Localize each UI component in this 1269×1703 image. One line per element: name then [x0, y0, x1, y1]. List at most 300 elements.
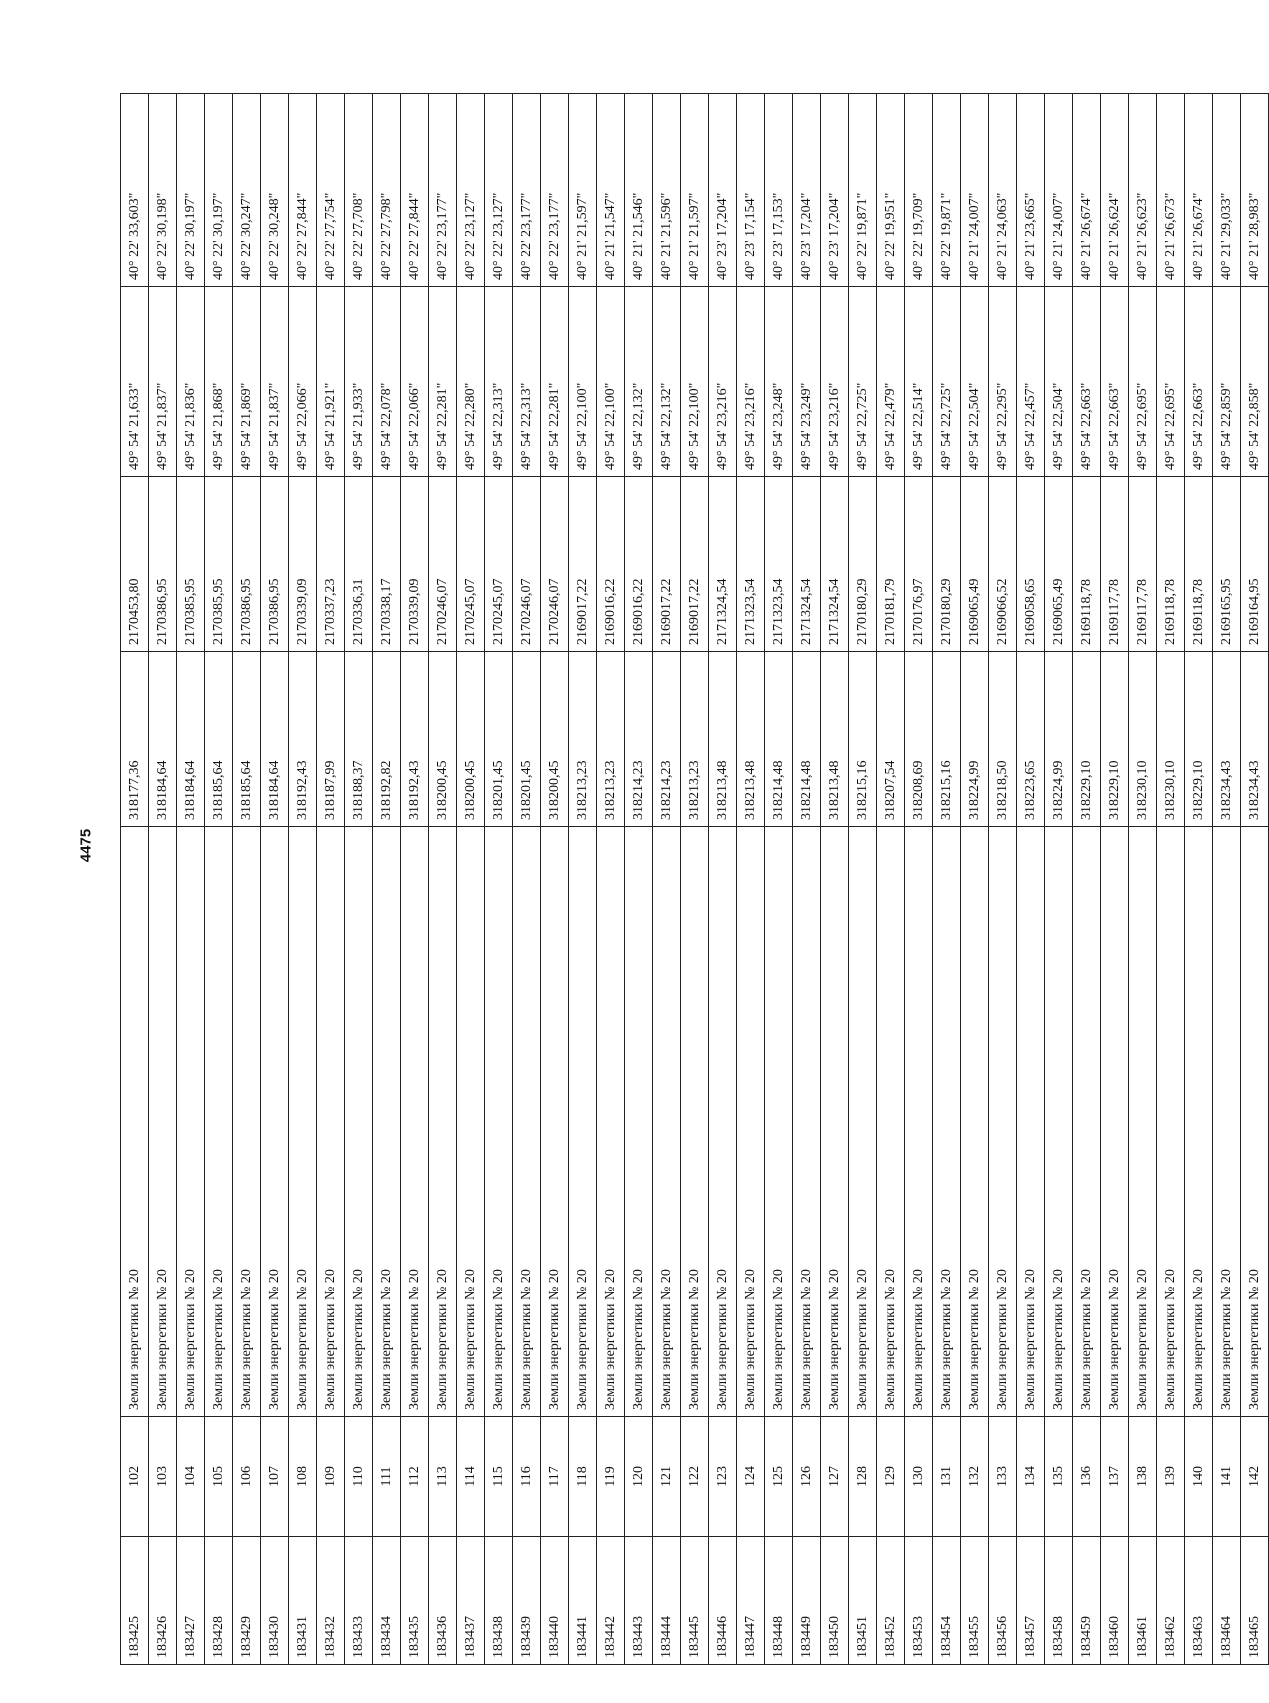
- coordinates-table: [120, 93, 1269, 1665]
- cell-x-coordinate: 318192,82: [373, 652, 401, 827]
- cell-land-category: Земли энергетики № 20: [1017, 827, 1045, 1417]
- cell-y-coordinate: 2171324,54: [709, 477, 737, 652]
- cell-land-category: Земли энергетики № 20: [345, 827, 373, 1417]
- cell-x-coordinate: 318201,45: [485, 652, 513, 827]
- cell-record-id: 183451: [849, 1537, 877, 1665]
- table-row: [345, 94, 373, 1665]
- cell-record-id: 183457: [1017, 1537, 1045, 1665]
- cell-y-coordinate: 2169118,78: [1157, 477, 1185, 652]
- cell-point-number: 128: [849, 1417, 877, 1537]
- cell-longitude: 40° 22' 30,197": [177, 94, 205, 287]
- cell-longitude: 40° 21' 21,597": [569, 94, 597, 287]
- cell-x-coordinate: 318229,10: [1101, 652, 1129, 827]
- page-number: 4475: [77, 828, 95, 863]
- cell-x-coordinate: 318230,10: [1129, 652, 1157, 827]
- table-row: [569, 94, 597, 1665]
- table-row: [933, 94, 961, 1665]
- cell-point-number: 125: [765, 1417, 793, 1537]
- cell-record-id: 183434: [373, 1537, 401, 1665]
- table-row: [681, 94, 709, 1665]
- table-row: [653, 94, 681, 1665]
- cell-latitude: 49° 54' 23,248": [765, 287, 793, 477]
- cell-y-coordinate: 2169164,95: [1241, 477, 1269, 652]
- table-row: [289, 94, 317, 1665]
- cell-record-id: 183461: [1129, 1537, 1157, 1665]
- cell-latitude: 49° 54' 22,281": [429, 287, 457, 477]
- cell-longitude: 40° 22' 27,754": [317, 94, 345, 287]
- cell-longitude: 40° 21' 28,983": [1241, 94, 1269, 287]
- cell-latitude: 49° 54' 22,313": [513, 287, 541, 477]
- cell-record-id: 183438: [485, 1537, 513, 1665]
- cell-y-coordinate: 2169016,22: [625, 477, 653, 652]
- cell-y-coordinate: 2170386,95: [149, 477, 177, 652]
- cell-point-number: 108: [289, 1417, 317, 1537]
- cell-longitude: 40° 23' 17,204": [821, 94, 849, 287]
- cell-record-id: 183441: [569, 1537, 597, 1665]
- cell-x-coordinate: 318214,48: [793, 652, 821, 827]
- table-row: [177, 94, 205, 1665]
- table-row: [205, 94, 233, 1665]
- cell-longitude: 40° 23' 17,204": [709, 94, 737, 287]
- cell-longitude: 40° 21' 26,673": [1157, 94, 1185, 287]
- cell-land-category: Земли энергетики № 20: [1045, 827, 1073, 1417]
- cell-longitude: 40° 21' 24,007": [1045, 94, 1073, 287]
- cell-longitude: 40° 22' 27,708": [345, 94, 373, 287]
- cell-land-category: Земли энергетики № 20: [849, 827, 877, 1417]
- cell-y-coordinate: 2170246,07: [541, 477, 569, 652]
- table-row: [1213, 94, 1241, 1665]
- cell-land-category: Земли энергетики № 20: [1185, 827, 1213, 1417]
- cell-longitude: 40° 22' 23,177": [541, 94, 569, 287]
- cell-record-id: 183463: [1185, 1537, 1213, 1665]
- cell-y-coordinate: 2169058,65: [1017, 477, 1045, 652]
- cell-land-category: Земли энергетики № 20: [289, 827, 317, 1417]
- cell-point-number: 109: [317, 1417, 345, 1537]
- table-row: [737, 94, 765, 1665]
- cell-land-category: Земли энергетики № 20: [205, 827, 233, 1417]
- cell-land-category: Земли энергетики № 20: [121, 827, 149, 1417]
- table-row: [401, 94, 429, 1665]
- cell-record-id: 183447: [737, 1537, 765, 1665]
- cell-latitude: 49° 54' 23,216": [737, 287, 765, 477]
- cell-x-coordinate: 318223,65: [1017, 652, 1045, 827]
- cell-longitude: 40° 21' 23,665": [1017, 94, 1045, 287]
- cell-longitude: 40° 22' 27,798": [373, 94, 401, 287]
- cell-latitude: 49° 54' 22,066": [401, 287, 429, 477]
- table-row: [961, 94, 989, 1665]
- cell-land-category: Земли энергетики № 20: [1213, 827, 1241, 1417]
- table-row: [541, 94, 569, 1665]
- cell-land-category: Земли энергетики № 20: [513, 827, 541, 1417]
- cell-y-coordinate: 2170453,80: [121, 477, 149, 652]
- cell-point-number: 118: [569, 1417, 597, 1537]
- cell-point-number: 117: [541, 1417, 569, 1537]
- cell-x-coordinate: 318185,64: [205, 652, 233, 827]
- cell-land-category: Земли энергетики № 20: [1241, 827, 1269, 1417]
- cell-longitude: 40° 23' 17,204": [793, 94, 821, 287]
- cell-point-number: 142: [1241, 1417, 1269, 1537]
- cell-latitude: 49° 54' 21,868": [205, 287, 233, 477]
- cell-y-coordinate: 2170180,29: [849, 477, 877, 652]
- table-row: [233, 94, 261, 1665]
- table-row: [1045, 94, 1073, 1665]
- table-row: [877, 94, 905, 1665]
- cell-land-category: Земли энергетики № 20: [1073, 827, 1101, 1417]
- cell-longitude: 40° 22' 30,248": [261, 94, 289, 287]
- cell-y-coordinate: 2169118,78: [1073, 477, 1101, 652]
- cell-latitude: 49° 54' 22,132": [653, 287, 681, 477]
- cell-land-category: Земли энергетики № 20: [401, 827, 429, 1417]
- cell-y-coordinate: 2170339,09: [289, 477, 317, 652]
- cell-x-coordinate: 318207,54: [877, 652, 905, 827]
- cell-x-coordinate: 318215,16: [849, 652, 877, 827]
- cell-longitude: 40° 22' 19,871": [933, 94, 961, 287]
- cell-point-number: 135: [1045, 1417, 1073, 1537]
- cell-x-coordinate: 318213,48: [821, 652, 849, 827]
- cell-x-coordinate: 318184,64: [177, 652, 205, 827]
- cell-x-coordinate: 318229,10: [1073, 652, 1101, 827]
- cell-point-number: 136: [1073, 1417, 1101, 1537]
- cell-point-number: 114: [457, 1417, 485, 1537]
- table-row: [905, 94, 933, 1665]
- cell-record-id: 183439: [513, 1537, 541, 1665]
- cell-point-number: 111: [373, 1417, 401, 1537]
- table-row: [1129, 94, 1157, 1665]
- cell-record-id: 183445: [681, 1537, 709, 1665]
- cell-point-number: 126: [793, 1417, 821, 1537]
- cell-record-id: 183454: [933, 1537, 961, 1665]
- cell-land-category: Земли энергетики № 20: [905, 827, 933, 1417]
- cell-y-coordinate: 2170245,07: [485, 477, 513, 652]
- cell-y-coordinate: 2171324,54: [793, 477, 821, 652]
- cell-record-id: 183464: [1213, 1537, 1241, 1665]
- table-row: [709, 94, 737, 1665]
- cell-record-id: 183436: [429, 1537, 457, 1665]
- cell-y-coordinate: 2169017,22: [569, 477, 597, 652]
- cell-point-number: 102: [121, 1417, 149, 1537]
- cell-record-id: 183444: [653, 1537, 681, 1665]
- cell-latitude: 49° 54' 22,725": [849, 287, 877, 477]
- cell-land-category: Земли энергетики № 20: [569, 827, 597, 1417]
- cell-land-category: Земли энергетики № 20: [261, 827, 289, 1417]
- cell-point-number: 121: [653, 1417, 681, 1537]
- cell-y-coordinate: 2170386,95: [233, 477, 261, 652]
- table-row: [513, 94, 541, 1665]
- table-row: [317, 94, 345, 1665]
- cell-longitude: 40° 22' 19,709": [905, 94, 933, 287]
- cell-longitude: 40° 21' 21,596": [653, 94, 681, 287]
- cell-x-coordinate: 318184,64: [261, 652, 289, 827]
- cell-latitude: 49° 54' 23,249": [793, 287, 821, 477]
- cell-record-id: 183440: [541, 1537, 569, 1665]
- cell-land-category: Земли энергетики № 20: [541, 827, 569, 1417]
- table-row: [261, 94, 289, 1665]
- cell-record-id: 183433: [345, 1537, 373, 1665]
- cell-x-coordinate: 318200,45: [457, 652, 485, 827]
- cell-y-coordinate: 2169065,49: [1045, 477, 1073, 652]
- cell-y-coordinate: 2170245,07: [457, 477, 485, 652]
- cell-record-id: 183458: [1045, 1537, 1073, 1665]
- cell-point-number: 127: [821, 1417, 849, 1537]
- cell-longitude: 40° 23' 17,153": [765, 94, 793, 287]
- cell-land-category: Земли энергетики № 20: [485, 827, 513, 1417]
- cell-point-number: 115: [485, 1417, 513, 1537]
- cell-land-category: Земли энергетики № 20: [1101, 827, 1129, 1417]
- cell-x-coordinate: 318234,43: [1241, 652, 1269, 827]
- table-row: [485, 94, 513, 1665]
- cell-latitude: 49° 54' 22,280": [457, 287, 485, 477]
- cell-record-id: 183446: [709, 1537, 737, 1665]
- cell-x-coordinate: 318213,23: [597, 652, 625, 827]
- table-row: [429, 94, 457, 1665]
- table-row: [149, 94, 177, 1665]
- cell-land-category: Земли энергетики № 20: [653, 827, 681, 1417]
- cell-land-category: Земли энергетики № 20: [989, 827, 1017, 1417]
- cell-x-coordinate: 318213,23: [569, 652, 597, 827]
- table-row: [849, 94, 877, 1665]
- cell-y-coordinate: 2170246,07: [513, 477, 541, 652]
- cell-longitude: 40° 22' 27,844": [401, 94, 429, 287]
- table-row: [625, 94, 653, 1665]
- cell-y-coordinate: 2170337,23: [317, 477, 345, 652]
- cell-land-category: Земли энергетики № 20: [933, 827, 961, 1417]
- cell-land-category: Земли энергетики № 20: [681, 827, 709, 1417]
- cell-longitude: 40° 21' 26,674": [1185, 94, 1213, 287]
- cell-x-coordinate: 318188,37: [345, 652, 373, 827]
- cell-longitude: 40° 21' 24,007": [961, 94, 989, 287]
- table-row: [1017, 94, 1045, 1665]
- cell-record-id: 183442: [597, 1537, 625, 1665]
- cell-x-coordinate: 318214,23: [653, 652, 681, 827]
- cell-point-number: 123: [709, 1417, 737, 1537]
- cell-y-coordinate: 2169017,22: [681, 477, 709, 652]
- cell-point-number: 134: [1017, 1417, 1045, 1537]
- cell-x-coordinate: 318234,43: [1213, 652, 1241, 827]
- cell-land-category: Земли энергетики № 20: [149, 827, 177, 1417]
- cell-record-id: 183456: [989, 1537, 1017, 1665]
- cell-x-coordinate: 318213,48: [709, 652, 737, 827]
- cell-x-coordinate: 318224,99: [961, 652, 989, 827]
- cell-latitude: 49° 54' 22,281": [541, 287, 569, 477]
- cell-record-id: 183430: [261, 1537, 289, 1665]
- cell-y-coordinate: 2169117,78: [1129, 477, 1157, 652]
- cell-land-category: Земли энергетики № 20: [177, 827, 205, 1417]
- cell-point-number: 129: [877, 1417, 905, 1537]
- cell-longitude: 40° 22' 30,197": [205, 94, 233, 287]
- cell-record-id: 183437: [457, 1537, 485, 1665]
- cell-y-coordinate: 2170181,79: [877, 477, 905, 652]
- cell-record-id: 183448: [765, 1537, 793, 1665]
- cell-record-id: 183462: [1157, 1537, 1185, 1665]
- cell-record-id: 183443: [625, 1537, 653, 1665]
- cell-latitude: 49° 54' 22,514": [905, 287, 933, 477]
- cell-y-coordinate: 2170339,09: [401, 477, 429, 652]
- cell-latitude: 49° 54' 22,663": [1101, 287, 1129, 477]
- cell-point-number: 110: [345, 1417, 373, 1537]
- cell-record-id: 183452: [877, 1537, 905, 1665]
- cell-record-id: 183431: [289, 1537, 317, 1665]
- cell-longitude: 40° 23' 17,154": [737, 94, 765, 287]
- cell-point-number: 113: [429, 1417, 457, 1537]
- cell-longitude: 40° 22' 30,247": [233, 94, 261, 287]
- table-body: [121, 94, 1269, 1665]
- cell-y-coordinate: 2169017,22: [653, 477, 681, 652]
- cell-land-category: Земли энергетики № 20: [597, 827, 625, 1417]
- cell-land-category: Земли энергетики № 20: [877, 827, 905, 1417]
- cell-x-coordinate: 318200,45: [541, 652, 569, 827]
- cell-y-coordinate: 2171323,54: [737, 477, 765, 652]
- cell-latitude: 49° 54' 22,504": [1045, 287, 1073, 477]
- cell-point-number: 138: [1129, 1417, 1157, 1537]
- cell-point-number: 141: [1213, 1417, 1241, 1537]
- cell-y-coordinate: 2169165,95: [1213, 477, 1241, 652]
- cell-x-coordinate: 318200,45: [429, 652, 457, 827]
- cell-x-coordinate: 318230,10: [1157, 652, 1185, 827]
- cell-latitude: 49° 54' 22,078": [373, 287, 401, 477]
- cell-y-coordinate: 2171323,54: [765, 477, 793, 652]
- table-row: [373, 94, 401, 1665]
- cell-longitude: 40° 22' 23,127": [485, 94, 513, 287]
- cell-record-id: 183449: [793, 1537, 821, 1665]
- cell-point-number: 106: [233, 1417, 261, 1537]
- cell-longitude: 40° 22' 30,198": [149, 94, 177, 287]
- cell-latitude: 49° 54' 22,504": [961, 287, 989, 477]
- cell-point-number: 140: [1185, 1417, 1213, 1537]
- cell-record-id: 183428: [205, 1537, 233, 1665]
- cell-y-coordinate: 2170180,29: [933, 477, 961, 652]
- cell-point-number: 116: [513, 1417, 541, 1537]
- cell-land-category: Земли энергетики № 20: [821, 827, 849, 1417]
- cell-longitude: 40° 22' 23,177": [513, 94, 541, 287]
- cell-point-number: 130: [905, 1417, 933, 1537]
- cell-latitude: 49° 54' 22,695": [1157, 287, 1185, 477]
- table-row: [821, 94, 849, 1665]
- cell-longitude: 40° 22' 33,603": [121, 94, 149, 287]
- cell-x-coordinate: 318187,99: [317, 652, 345, 827]
- cell-point-number: 131: [933, 1417, 961, 1537]
- cell-y-coordinate: 2170386,95: [261, 477, 289, 652]
- cell-point-number: 120: [625, 1417, 653, 1537]
- cell-record-id: 183425: [121, 1537, 149, 1665]
- cell-latitude: 49° 54' 22,695": [1129, 287, 1157, 477]
- cell-latitude: 49° 54' 22,859": [1213, 287, 1241, 477]
- cell-longitude: 40° 22' 19,871": [849, 94, 877, 287]
- cell-x-coordinate: 318185,64: [233, 652, 261, 827]
- cell-latitude: 49° 54' 21,836": [177, 287, 205, 477]
- cell-land-category: Земли энергетики № 20: [429, 827, 457, 1417]
- cell-point-number: 133: [989, 1417, 1017, 1537]
- cell-y-coordinate: 2170385,95: [205, 477, 233, 652]
- table-row: [121, 94, 149, 1665]
- table-row: [989, 94, 1017, 1665]
- cell-y-coordinate: 2170338,17: [373, 477, 401, 652]
- cell-latitude: 49° 54' 22,100": [569, 287, 597, 477]
- cell-land-category: Земли энергетики № 20: [373, 827, 401, 1417]
- cell-record-id: 183459: [1073, 1537, 1101, 1665]
- cell-point-number: 132: [961, 1417, 989, 1537]
- cell-record-id: 183460: [1101, 1537, 1129, 1665]
- cell-latitude: 49° 54' 22,100": [597, 287, 625, 477]
- cell-latitude: 49° 54' 22,663": [1185, 287, 1213, 477]
- table-row: [1185, 94, 1213, 1665]
- cell-longitude: 40° 21' 29,033": [1213, 94, 1241, 287]
- cell-land-category: Земли энергетики № 20: [1129, 827, 1157, 1417]
- cell-point-number: 112: [401, 1417, 429, 1537]
- cell-x-coordinate: 318214,48: [765, 652, 793, 827]
- cell-y-coordinate: 2170385,95: [177, 477, 205, 652]
- cell-x-coordinate: 318208,69: [905, 652, 933, 827]
- table-row: [1157, 94, 1185, 1665]
- cell-record-id: 183450: [821, 1537, 849, 1665]
- table-row: [457, 94, 485, 1665]
- table-rotation-frame: [120, 94, 1260, 1665]
- cell-land-category: Земли энергетики № 20: [233, 827, 261, 1417]
- cell-land-category: Земли энергетики № 20: [737, 827, 765, 1417]
- cell-latitude: 49° 54' 22,313": [485, 287, 513, 477]
- cell-longitude: 40° 21' 21,547": [597, 94, 625, 287]
- cell-record-id: 183453: [905, 1537, 933, 1665]
- cell-y-coordinate: 2169065,49: [961, 477, 989, 652]
- cell-x-coordinate: 318215,16: [933, 652, 961, 827]
- cell-point-number: 122: [681, 1417, 709, 1537]
- cell-record-id: 183455: [961, 1537, 989, 1665]
- cell-x-coordinate: 318213,48: [737, 652, 765, 827]
- table-row: [793, 94, 821, 1665]
- cell-latitude: 49° 54' 21,869": [233, 287, 261, 477]
- cell-x-coordinate: 318192,43: [289, 652, 317, 827]
- cell-longitude: 40° 22' 27,844": [289, 94, 317, 287]
- cell-y-coordinate: 2170336,31: [345, 477, 373, 652]
- cell-latitude: 49° 54' 22,295": [989, 287, 1017, 477]
- cell-y-coordinate: 2169066,52: [989, 477, 1017, 652]
- cell-latitude: 49° 54' 23,216": [709, 287, 737, 477]
- cell-latitude: 49° 54' 22,479": [877, 287, 905, 477]
- cell-land-category: Земли энергетики № 20: [961, 827, 989, 1417]
- cell-y-coordinate: 2169118,78: [1185, 477, 1213, 652]
- cell-x-coordinate: 318224,99: [1045, 652, 1073, 827]
- cell-y-coordinate: 2169016,22: [597, 477, 625, 652]
- cell-latitude: 49° 54' 21,837": [149, 287, 177, 477]
- cell-record-id: 183432: [317, 1537, 345, 1665]
- cell-point-number: 103: [149, 1417, 177, 1537]
- cell-latitude: 49° 54' 22,066": [289, 287, 317, 477]
- cell-x-coordinate: 318192,43: [401, 652, 429, 827]
- cell-point-number: 107: [261, 1417, 289, 1537]
- cell-land-category: Земли энергетики № 20: [317, 827, 345, 1417]
- cell-y-coordinate: 2171324,54: [821, 477, 849, 652]
- cell-longitude: 40° 22' 23,177": [429, 94, 457, 287]
- table-row: [765, 94, 793, 1665]
- cell-land-category: Земли энергетики № 20: [625, 827, 653, 1417]
- cell-longitude: 40° 21' 24,063": [989, 94, 1017, 287]
- cell-land-category: Земли энергетики № 20: [765, 827, 793, 1417]
- cell-longitude: 40° 22' 23,127": [457, 94, 485, 287]
- cell-x-coordinate: 318229,10: [1185, 652, 1213, 827]
- cell-longitude: 40° 21' 26,623": [1129, 94, 1157, 287]
- cell-record-id: 183427: [177, 1537, 205, 1665]
- cell-record-id: 183435: [401, 1537, 429, 1665]
- cell-point-number: 139: [1157, 1417, 1185, 1537]
- cell-record-id: 183465: [1241, 1537, 1269, 1665]
- cell-x-coordinate: 318177,36: [121, 652, 149, 827]
- cell-land-category: Земли энергетики № 20: [457, 827, 485, 1417]
- cell-longitude: 40° 21' 26,624": [1101, 94, 1129, 287]
- cell-longitude: 40° 22' 19,951": [877, 94, 905, 287]
- cell-latitude: 49° 54' 21,921": [317, 287, 345, 477]
- cell-y-coordinate: 2170246,07: [429, 477, 457, 652]
- table-row: [1241, 94, 1269, 1665]
- cell-y-coordinate: 2170176,97: [905, 477, 933, 652]
